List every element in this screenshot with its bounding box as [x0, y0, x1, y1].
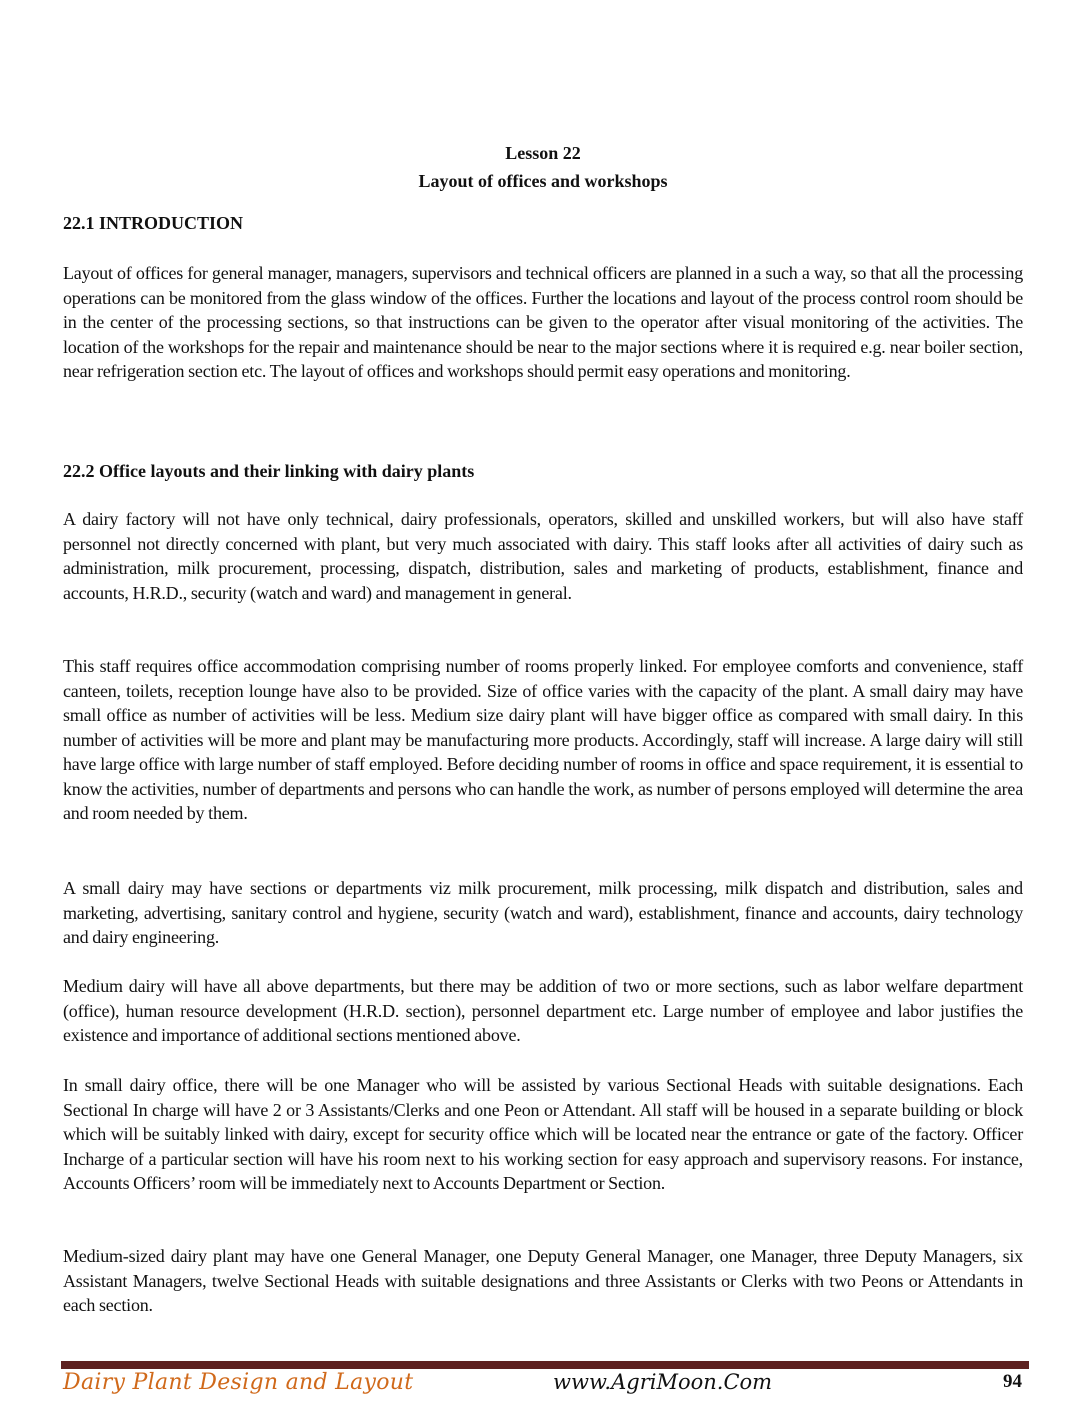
footer-divider [61, 1361, 1029, 1369]
paragraph-dairy-staff: A dairy factory will not have only technical, dairy professionals, operators, skilled and unskilled workers, but will also have staff personnel not directly concerned with plant, but very much associated with dairy. This staff looks after all activities of dairy such as administration, milk procurement, processing, dispatch, distribution, sales and marketing of products, establishment, finance and accounts, H.R.D., security (watch and ward) and management in general. [63, 509, 1023, 603]
lesson-title: Layout of offices and workshops [418, 171, 668, 191]
paragraph-small-dairy-sections: A small dairy may have sections or departments viz milk procurement, milk processing, milk dispatch and distribution, sales and marketing, advertising, sanitary control and hygiene, security (watch and ward), establishment, finance and accounts, dairy technology and dairy engineering. [63, 878, 1023, 947]
lesson-header [63, 139, 1023, 195]
footer-website[interactable]: www.AgriMoon.Com [553, 1370, 773, 1394]
paragraph-office-accommodation: This staff requires office accommodation comprising number of rooms properly linked. For employee comforts and convenience, staff canteen, toilets, reception lounge have also to be provided. Size of office varies with the capacity of the plant. A small dairy may have small office as number of activities will be less. Medium size dairy plant will have bigger office as compared with small dairy. In this number of activities will be more and plant may be manufacturing more products. Accordingly, staff will increase. A large dairy will still have large office with large number of staff employed. Before deciding number of rooms in office and space requirement, it is essential to know the activities, number of departments and persons who can handle the work, as number of persons employed will determine the area and room needed by them. [63, 656, 1023, 823]
paragraph-medium-dairy-staffing: Medium-sized dairy plant may have one General Manager, one Deputy General Manager, one Manager, three Deputy Managers, six Assistant Managers, twelve Sectional Heads with suitable designations and three Assistants or Clerks with two Peons or Attendants in each section. [63, 1246, 1023, 1315]
paragraph-introduction: Layout of offices for general manager, managers, supervisors and technical officers are planned in a such a way, so that all the processing operations can be monitored from the glass window of the offices. Further the locations and layout of the process control room should be in the center of the processing sections, so that instructions can be given to the operator after visual monitoring of the activities. The location of the workshops for the repair and maintenance should be near to the major sections where it is required e.g. near boiler section, near refrigeration section etc. The layout of offices and workshops should permit easy operations and monitoring. [63, 263, 1023, 381]
footer-book-title: Dairy Plant Design and Layout [63, 1370, 414, 1395]
page-number: 94 [1003, 1371, 1022, 1392]
paragraph-medium-dairy-departments: Medium dairy will have all above departments, but there may be addition of two or more sections, such as labor welfare department (office), human resource development (H.R.D. section), personnel department etc. Large number of employee and labor justifies the existence and importance of additional sections mentioned above. [63, 976, 1023, 1045]
section-heading-introduction: 22.1 INTRODUCTION [63, 213, 244, 233]
section-heading-office-layouts: 22.2 Office layouts and their linking with dairy plants [63, 461, 475, 481]
lesson-number: Lesson 22 [505, 143, 581, 163]
paragraph-small-dairy-office: In small dairy office, there will be one Manager who will be assisted by various Sectional Heads with suitable designations. Each Sectional In charge will have 2 or 3 Assistants/Clerks and one Peon or Attendant. All staff will be housed in a separate building or block which will be suitably linked with dairy, except for security office which will be located near the entrance or gate of the factory. Officer Incharge of a particular section will have his room next to his working section for easy approach and supervisory reasons. For instance, Accounts Officers’ room will be immediately next to Accounts Department or Section. [63, 1075, 1023, 1193]
